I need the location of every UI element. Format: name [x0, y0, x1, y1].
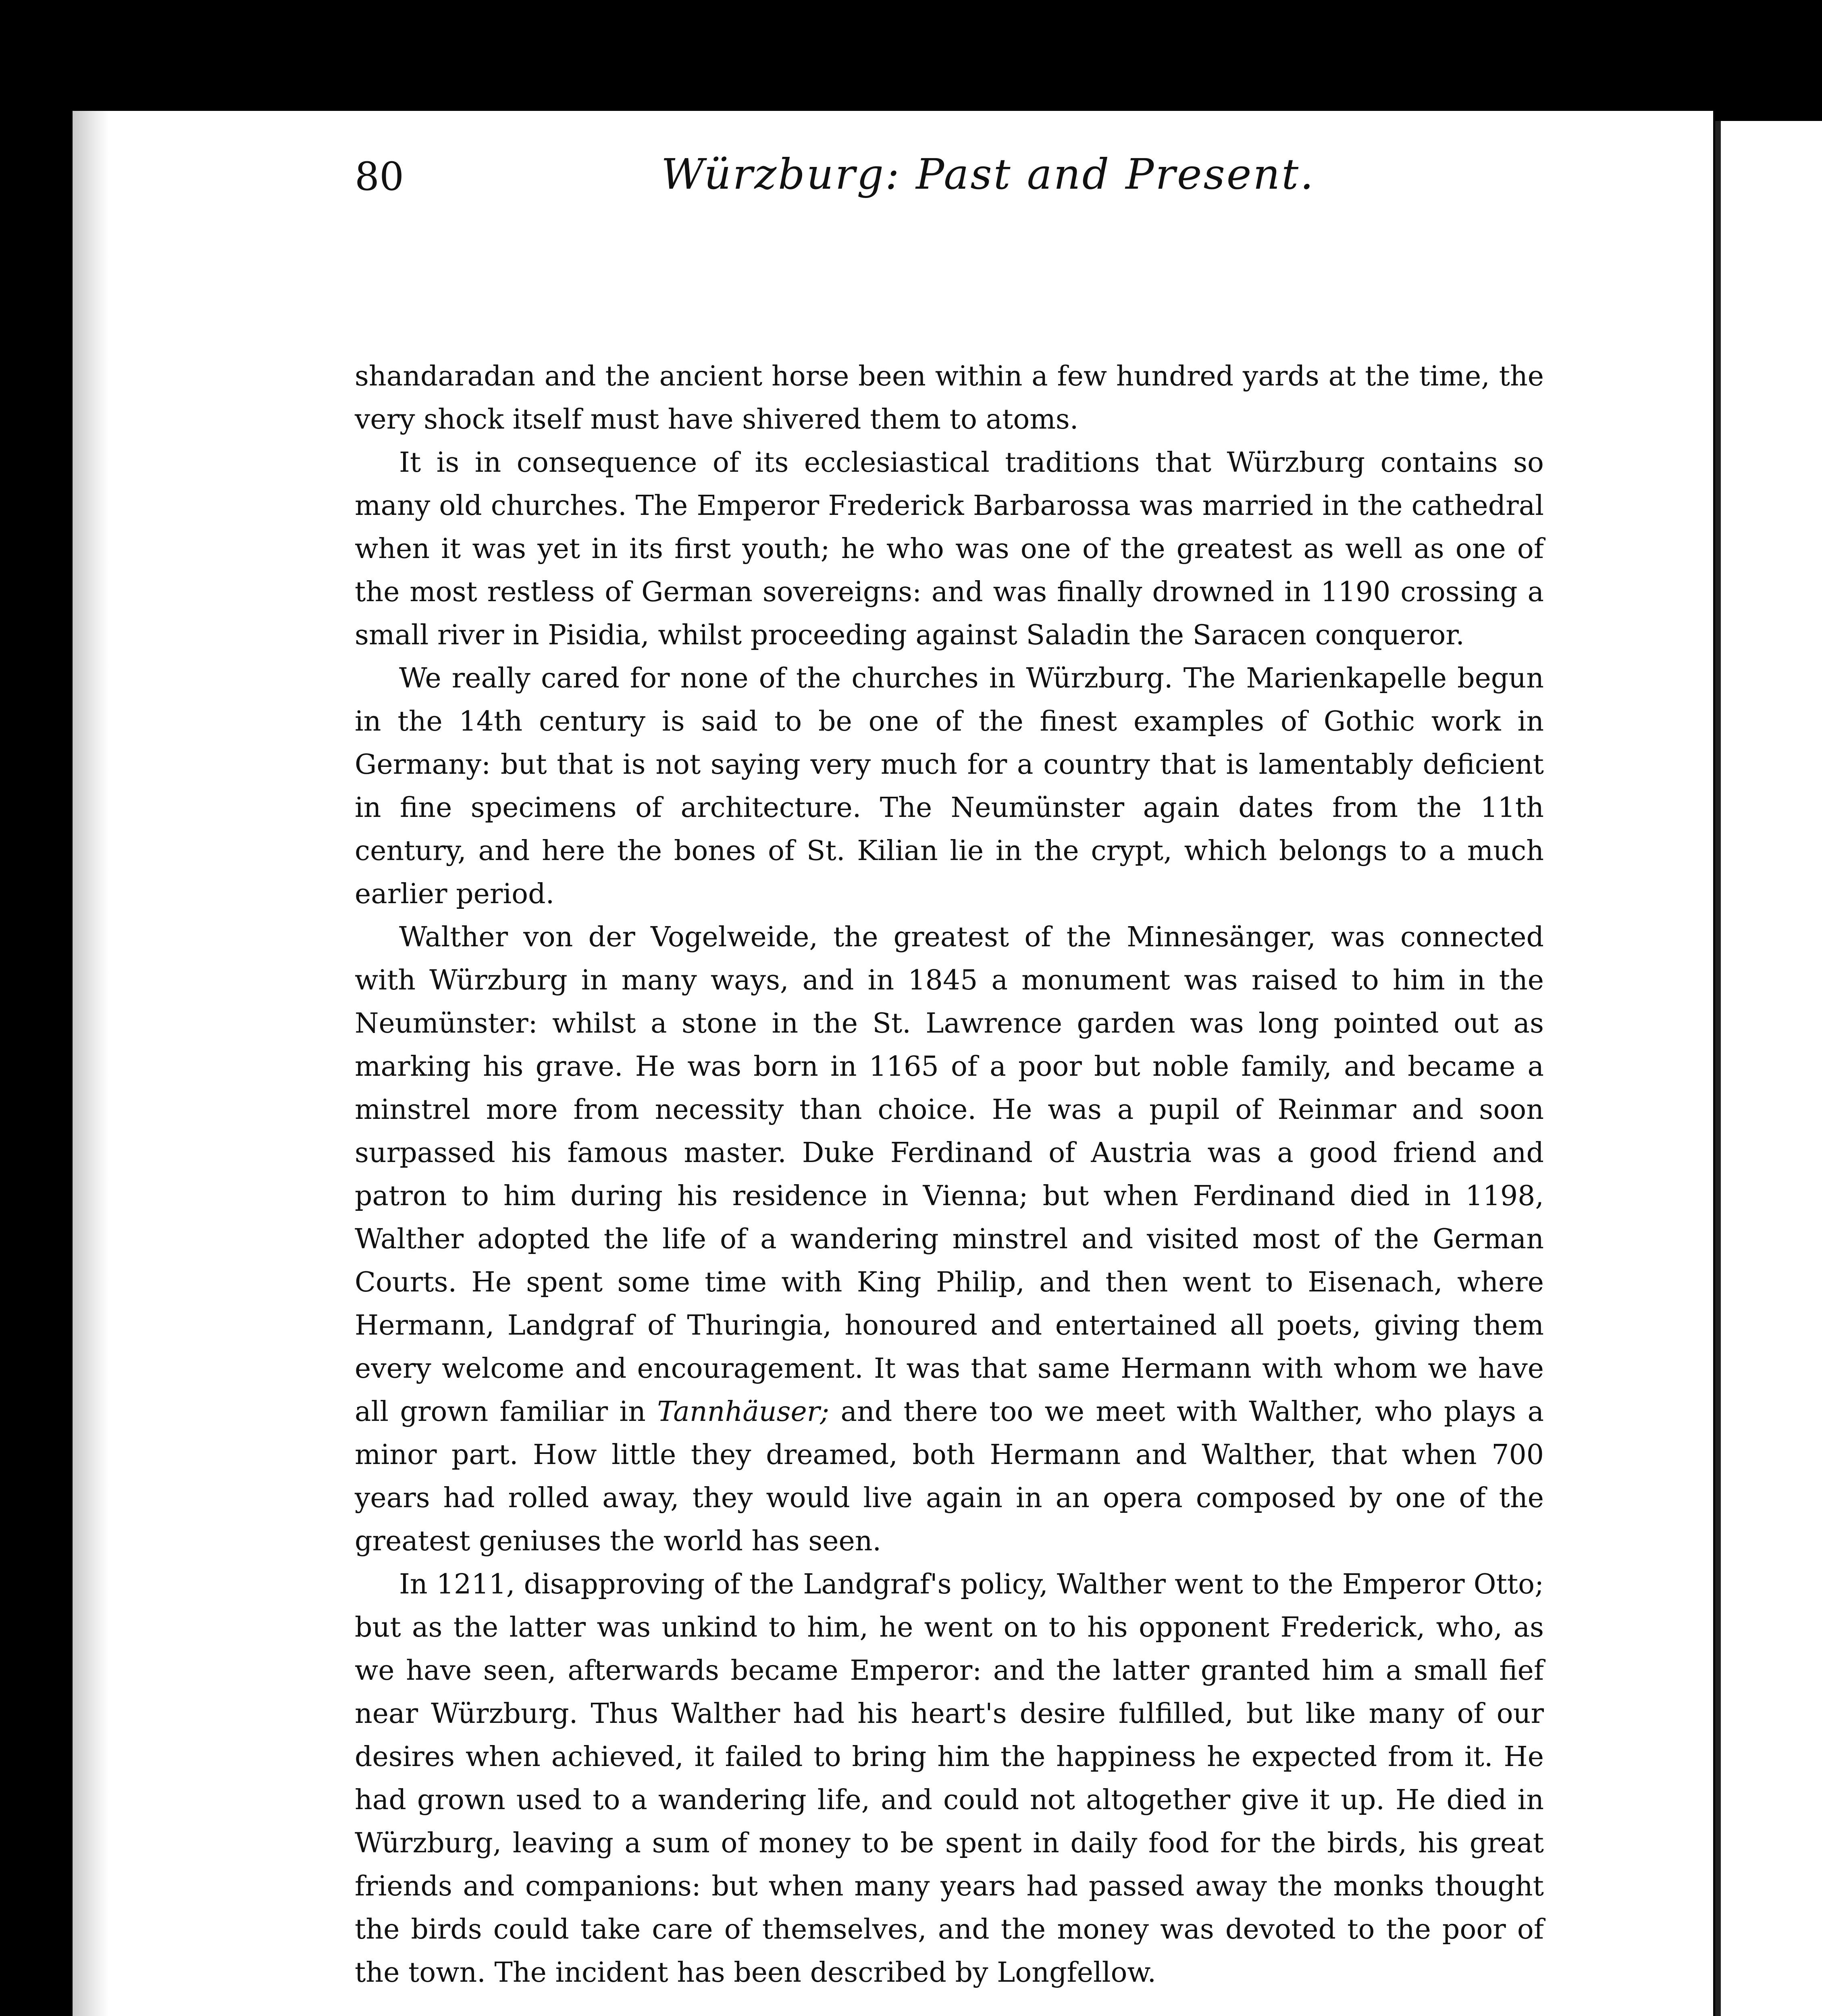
paragraph-4 — [355, 916, 1544, 1563]
page-gutter-shadow — [73, 111, 109, 2016]
paragraph-5: In 1211, disapproving of the Landgraf's policy, Walther went to the Emperor Otto; but as the latter was unkind to him, he went on to his opponent Frederick, who, as we have seen, afterwards became Emperor: and the latter granted him a small fief near Würzburg. Thus Walther had his heart's desire fulfilled, but like many of our desires when achieved, it failed to bring him the happiness he expected from it. He had grown used to a wandering life, and could not altogether give it up. He died in Würzburg, leaving a sum of money to be spent in daily food for the birds, his great friends and companions: but when many years had passed away the monks thought the birds could take care of themselves, and the money was devoted to the poor of the town. The incident has been described by Longfellow. — [355, 1568, 1544, 1989]
running-title: Würzburg: Past and Present. — [661, 150, 1315, 199]
paragraph-2: It is in consequence of its ecclesiastical traditions that Würzburg contains so many old churches. The Emperor Frederick Barbarossa was married in the cathedral when it was yet in its first youth; he who was one of the greatest as well as one of the most restless of German sovereigns: and was finally drowned in 1190 crossing a small river in Pisidia, whilst proceeding against Saladin the Saracen conqueror. — [355, 447, 1544, 651]
body-text — [355, 355, 1544, 1994]
opera-title-italic: Tannhäuser; — [657, 1396, 830, 1428]
next-page-edge — [1715, 121, 1822, 2016]
paragraph-4-text-start: Walther von der Vogelweide, the greatest of the Minnesänger, was connected with Würzburg in many ways, and in 1845 a monument was raised to him in the Neumünster: whilst a stone in the St. Lawrence garden was long pointed out as marking his grave. He was born in 1165 of a poor but noble family, and became a minstrel more from necessity than choice. He was a pupil of Reinmar and soon surpassed his famous master. Duke Ferdinand of Austria was a good friend and patron to him during his residence in Vienna; but when Ferdinand died in 1198, Walther adopted the life of a wandering minstrel and visited most of the German Courts. He spent some time with King Philip, and then went to Eisenach, where Hermann, Landgraf of Thuringia, honoured and entertained all poets, giving them every welcome and encouragement. It was that same Hermann with whom we have all grown familiar in — [355, 921, 1544, 1428]
page-number: 80 — [355, 154, 404, 199]
paragraph-1: shandaradan and the ancient horse been within a few hundred yards at the time, the very shock itself must have shivered them to atoms. — [355, 360, 1544, 435]
page-header — [355, 150, 1524, 238]
paragraph-3: We really cared for none of the churches in Würzburg. The Marienkapelle begun in the 14th century is said to be one of the finest examples of Gothic work in Germany: but that is not saying very much for a country that is lamentably deficient in fine specimens of architecture. The Neumünster again dates from the 11th century, and here the bones of St. Kilian lie in the crypt, which belongs to a much earlier period. — [355, 662, 1544, 910]
paragraph-4-text-end: and there too we meet with Walther, who plays a minor part. How little they dreamed, both Hermann and Walther, that when 700 years had rolled away, they would live again in an opera composed by one of the greatest geniuses the world has seen. — [355, 1396, 1544, 1557]
